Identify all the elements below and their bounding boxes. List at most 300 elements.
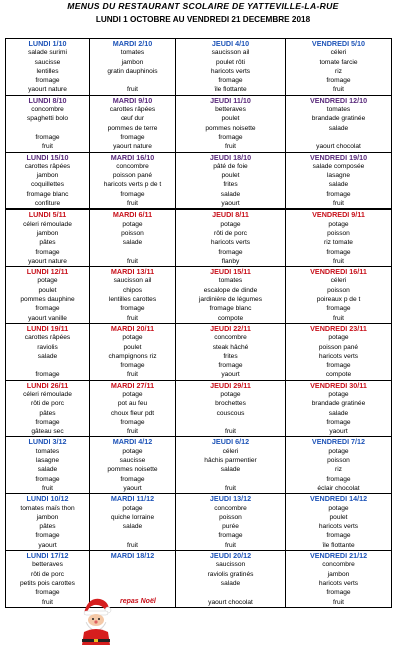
menu-item: coquillettes <box>6 180 90 189</box>
menu-item: haricots verts <box>176 238 286 247</box>
menu-item: carottes râpées <box>6 162 90 171</box>
menu-item: fromage blanc <box>176 304 286 313</box>
menu-item: yaourt chocolat <box>286 142 392 152</box>
menu-item: fromage <box>176 361 286 370</box>
menu-table <box>5 38 392 608</box>
menu-item: concombre <box>176 333 286 342</box>
menu-item: gâteau sec <box>6 427 90 437</box>
menu-item: hâchis parmentier <box>176 456 286 465</box>
day-header: MARDI 6/11 <box>90 209 176 219</box>
menu-item: choux fleur pdt <box>90 409 176 418</box>
menu-row <box>6 199 392 209</box>
menu-item: poulet rôti <box>176 58 286 67</box>
menu-row <box>6 579 392 588</box>
day-header: MARDI 11/12 <box>90 494 176 504</box>
menu-item: potage <box>176 220 286 229</box>
day-header: LUNDI 12/11 <box>6 267 90 277</box>
menu-row <box>6 105 392 114</box>
day-header: MARDI 16/10 <box>90 152 176 162</box>
week-header-row <box>6 152 392 162</box>
menu-item: haricots verts <box>176 67 286 76</box>
menu-item: fruit <box>6 484 90 494</box>
menu-item: yaourt nature <box>6 257 90 267</box>
menu-item: fruit <box>90 370 176 380</box>
menu-row <box>6 427 392 437</box>
menu-item: pommes dauphine <box>6 295 90 304</box>
menu-item: fromage <box>6 370 90 380</box>
menu-item: fromage <box>176 248 286 257</box>
day-header: JEUDI 22/11 <box>176 323 286 333</box>
menu-item: céleri <box>286 48 392 57</box>
menu-item: fromage <box>6 531 90 540</box>
menu-item: poulet <box>176 114 286 123</box>
menu-row <box>6 343 392 352</box>
menu-row <box>6 85 392 95</box>
menu-item: pommes noisette <box>90 465 176 474</box>
menu-item: île flottante <box>286 541 392 551</box>
menu-item: fromage <box>286 588 392 597</box>
menu-row <box>6 314 392 324</box>
menu-item: céleri rémoulade <box>6 390 90 399</box>
menu-item: île flottante <box>176 85 286 95</box>
menu-item: jambon <box>90 58 176 67</box>
menu-item: chipos <box>90 286 176 295</box>
menu-item: concombre <box>90 162 176 171</box>
menu-item: lasagne <box>6 456 90 465</box>
day-header: MARDI 2/10 <box>90 39 176 49</box>
menu-row <box>6 114 392 123</box>
menu-item: salade <box>6 465 90 474</box>
menu-item: brandade gratinée <box>286 114 392 123</box>
menu-row <box>6 456 392 465</box>
week-header-row <box>6 494 392 504</box>
menu-item: lasagne <box>286 171 392 180</box>
day-header: MARDI 9/10 <box>90 95 176 105</box>
day-header: JEUDI 11/10 <box>176 95 286 105</box>
menu-item: betteraves <box>176 105 286 114</box>
menu-row <box>6 361 392 370</box>
menu-item: riz <box>286 67 392 76</box>
menu-row <box>6 475 392 484</box>
menu-item: saucisson ail <box>90 276 176 285</box>
menu-row <box>6 48 392 57</box>
menu-item: saucisse <box>6 58 90 67</box>
menu-item: fromage <box>90 304 176 313</box>
christmas-meal-label: repas Noël <box>120 598 156 605</box>
menu-item: poulet <box>176 171 286 180</box>
menu-item: confiture <box>6 199 90 209</box>
day-header: VENDREDI 19/10 <box>286 152 392 162</box>
day-header: VENDREDI 14/12 <box>286 494 392 504</box>
day-header: JEUDI 15/11 <box>176 267 286 277</box>
menu-item: pâtes <box>6 238 90 247</box>
day-header: VENDREDI 23/11 <box>286 323 392 333</box>
menu-item: fruit <box>286 314 392 324</box>
menu-row <box>6 418 392 427</box>
menu-item: yaourt <box>176 370 286 380</box>
menu-item: raviolis gratinés <box>176 570 286 579</box>
menu-item: fromage <box>90 190 176 199</box>
day-header: JEUDI 18/10 <box>176 152 286 162</box>
menu-item: gratin dauphinois <box>90 67 176 76</box>
menu-item: saucisson <box>176 560 286 569</box>
menu-item: tomate farcie <box>286 58 392 67</box>
menu-item: champignons riz <box>90 352 176 361</box>
menu-item: raviolis <box>6 343 90 352</box>
day-header: LUNDI 3/12 <box>6 437 90 447</box>
menu-item: fruit <box>90 314 176 324</box>
menu-item: salade <box>286 409 392 418</box>
menu-item: potage <box>90 390 176 399</box>
menu-row <box>6 286 392 295</box>
menu-item: steak hâché <box>176 343 286 352</box>
menu-item: céleri rémoulade <box>6 220 90 229</box>
menu-item: fruit <box>6 598 90 608</box>
menu-item: pot au feu <box>90 399 176 408</box>
menu-item: pommes noisette <box>176 124 286 133</box>
menu-item: poulet <box>90 343 176 352</box>
menu-row <box>6 304 392 313</box>
menu-item: jambon <box>6 171 90 180</box>
menu-row <box>6 229 392 238</box>
menu-item: fromage <box>176 531 286 540</box>
menu-item <box>90 76 176 85</box>
menu-row <box>6 220 392 229</box>
week-header-row <box>6 209 392 219</box>
menu-item: jambon <box>286 570 392 579</box>
menu-item <box>286 133 392 142</box>
menu-item: fromage <box>176 133 286 142</box>
menu-row <box>6 295 392 304</box>
menu-item: salade <box>90 238 176 247</box>
menu-item <box>176 588 286 597</box>
menu-row <box>6 409 392 418</box>
menu-item: tomates <box>286 105 392 114</box>
menu-item: fromage <box>176 76 286 85</box>
menu-item: saucisson ail <box>176 48 286 57</box>
menu-item <box>90 531 176 540</box>
menu-item: fruit <box>90 541 176 551</box>
day-header: LUNDI 5/11 <box>6 209 90 219</box>
menu-item <box>176 418 286 427</box>
menu-item <box>90 560 176 569</box>
day-header: JEUDI 13/12 <box>176 494 286 504</box>
menu-row <box>6 370 392 380</box>
menu-row <box>6 484 392 494</box>
menu-item: frites <box>176 352 286 361</box>
day-header: LUNDI 10/12 <box>6 494 90 504</box>
week-header-row <box>6 39 392 49</box>
day-header: VENDREDI 12/10 <box>286 95 392 105</box>
menu-item: céleri <box>286 276 392 285</box>
menu-item: fruit <box>176 427 286 437</box>
menu-item: lentilles <box>6 67 90 76</box>
page-title: MENUS DU RESTAURANT SCOLAIRE DE YATTEVILLE-LA-RUE <box>67 1 339 11</box>
menu-item: céleri <box>176 447 286 456</box>
menu-item: fromage <box>6 588 90 597</box>
week-header-row <box>6 267 392 277</box>
menu-item: fromage blanc <box>6 190 90 199</box>
week-header-row <box>6 380 392 390</box>
menu-item: tomates <box>6 447 90 456</box>
menu-item: couscous <box>176 409 286 418</box>
day-header: JEUDI 6/12 <box>176 437 286 447</box>
menu-item: betteraves <box>6 560 90 569</box>
menu-row <box>6 238 392 247</box>
menu-item: petits pois carottes <box>6 579 90 588</box>
day-header: MARDI 27/11 <box>90 380 176 390</box>
menu-item: yaourt nature <box>90 142 176 152</box>
menu-row <box>6 352 392 361</box>
menu-row <box>6 504 392 513</box>
menu-item: saucisse <box>90 456 176 465</box>
menu-item: fruit <box>286 598 392 608</box>
menu-item: fromage <box>6 248 90 257</box>
menu-item: potage <box>286 390 392 399</box>
menu-item: carottes râpées <box>90 105 176 114</box>
menu-item: brochettes <box>176 399 286 408</box>
menu-item: potage <box>90 447 176 456</box>
day-header: VENDREDI 16/11 <box>286 267 392 277</box>
menu-item: fruit <box>176 541 286 551</box>
menu-row <box>6 133 392 142</box>
menu-row <box>6 248 392 257</box>
menu-item: potage <box>6 276 90 285</box>
menu-row <box>6 522 392 531</box>
menu-item: pâtes <box>6 409 90 418</box>
menu-row <box>6 399 392 408</box>
menu-item: fruit <box>176 142 286 152</box>
menu-item: brandade gratinée <box>286 399 392 408</box>
menu-row <box>6 142 392 152</box>
santa-claus-icon <box>78 595 114 645</box>
menu-item: yaourt chocolat <box>176 598 286 608</box>
day-header: JEUDI 20/12 <box>176 551 286 561</box>
menu-item: concombre <box>286 560 392 569</box>
menu-item: poisson <box>286 456 392 465</box>
menu-item: riz tomate <box>286 238 392 247</box>
menu-item: fromage <box>6 475 90 484</box>
day-header: VENDREDI 30/11 <box>286 380 392 390</box>
menu-item: fruit <box>90 257 176 267</box>
menu-item: riz <box>286 465 392 474</box>
menu-item: yaourt nature <box>6 85 90 95</box>
date-range-subtitle: LUNDI 1 OCTOBRE AU VENDREDI 21 DECEMBRE 2018 <box>95 15 311 24</box>
menu-item: salade composée <box>286 162 392 171</box>
menu-item: œuf dur <box>90 114 176 123</box>
menu-item: fromage <box>90 475 176 484</box>
menu-item <box>6 361 90 370</box>
day-header: LUNDI 19/11 <box>6 323 90 333</box>
menu-item: potage <box>286 504 392 513</box>
menu-item: fruit <box>90 199 176 209</box>
menu-item: carottes râpées <box>6 333 90 342</box>
menu-item: fruit <box>286 85 392 95</box>
menu-item: flanby <box>176 257 286 267</box>
menu-item: compote <box>286 370 392 380</box>
menu-item: salade <box>176 190 286 199</box>
day-header: JEUDI 8/11 <box>176 209 286 219</box>
menu-item: jambon <box>6 229 90 238</box>
menu-item: haricots verts p de t <box>90 180 176 189</box>
menu-row <box>6 190 392 199</box>
menu-item: tomates maïs thon <box>6 504 90 513</box>
menu-item: fromage <box>6 418 90 427</box>
menu-row <box>6 390 392 399</box>
menu-item: jambon <box>6 513 90 522</box>
menu-item: rôti de porc <box>6 399 90 408</box>
menu-row <box>6 465 392 474</box>
menu-item <box>176 475 286 484</box>
menu-row <box>6 333 392 342</box>
day-header: MARDI 4/12 <box>90 437 176 447</box>
menu-item: poulet <box>286 513 392 522</box>
menu-item: yaourt <box>286 427 392 437</box>
menu-item: compote <box>176 314 286 324</box>
menu-item: concombre <box>176 504 286 513</box>
menu-item: potage <box>286 220 392 229</box>
day-header: JEUDI 4/10 <box>176 39 286 49</box>
menu-item: poisson <box>90 229 176 238</box>
menu-row <box>6 67 392 76</box>
menu-item <box>90 248 176 257</box>
day-header: LUNDI 26/11 <box>6 380 90 390</box>
menu-item: salade <box>286 124 392 133</box>
menu-item: tomates <box>176 276 286 285</box>
menu-item: concombre <box>6 105 90 114</box>
menu-item: potage <box>176 390 286 399</box>
menu-item: fruit <box>176 484 286 494</box>
menu-item: lentilles carottes <box>90 295 176 304</box>
day-header: LUNDI 8/10 <box>6 95 90 105</box>
menu-item: escalope de dinde <box>176 286 286 295</box>
menu-item: potage <box>90 220 176 229</box>
menu-row <box>6 76 392 85</box>
menu-item: poisson <box>286 229 392 238</box>
menu-row <box>6 124 392 133</box>
menu-item: fromage <box>286 475 392 484</box>
menu-row <box>6 180 392 189</box>
menu-item: yaourt <box>90 484 176 494</box>
menu-row <box>6 541 392 551</box>
week-header-row <box>6 551 392 561</box>
menu-item: salade <box>6 352 90 361</box>
menu-row <box>6 598 392 608</box>
menu-item: quiche lorraine <box>90 513 176 522</box>
menu-item: fromage <box>6 304 90 313</box>
menu-item: rôti de porc <box>176 229 286 238</box>
day-header: VENDREDI 7/12 <box>286 437 392 447</box>
menu-item: fruit <box>90 427 176 437</box>
day-header: VENDREDI 21/12 <box>286 551 392 561</box>
day-header: MARDI 13/11 <box>90 267 176 277</box>
day-header: MARDI 20/11 <box>90 323 176 333</box>
week-header-row <box>6 323 392 333</box>
menu-item: potage <box>286 447 392 456</box>
day-header: MARDI 18/12 <box>90 551 176 561</box>
menu-item: yaourt <box>6 541 90 551</box>
menu-item: frites <box>176 180 286 189</box>
menu-item: fromage <box>286 418 392 427</box>
menu-row <box>6 162 392 171</box>
menu-item <box>90 579 176 588</box>
day-header: VENDREDI 9/11 <box>286 209 392 219</box>
menu-item: poulet <box>6 286 90 295</box>
menu-item: fromage <box>90 361 176 370</box>
menu-item: salade <box>286 180 392 189</box>
menu-item: rôti de porc <box>6 570 90 579</box>
menu-row <box>6 447 392 456</box>
menu-item: haricots verts <box>286 352 392 361</box>
menu-item: fruit <box>286 257 392 267</box>
menu-item: fromage <box>286 531 392 540</box>
menu-item: fromage <box>6 76 90 85</box>
menu-item: spaghetti bolo <box>6 114 90 123</box>
menu-item: poireaux p de t <box>286 295 392 304</box>
menu-row <box>6 560 392 569</box>
day-header: LUNDI 15/10 <box>6 152 90 162</box>
menu-item: haricots verts <box>286 579 392 588</box>
menu-item: tomates <box>90 48 176 57</box>
menu-item: éclair chocolat <box>286 484 392 494</box>
menu-item: potage <box>90 333 176 342</box>
menu-item: pommes de terre <box>90 124 176 133</box>
menu-item: salade <box>176 465 286 474</box>
menu-item: fromage <box>286 248 392 257</box>
menu-row <box>6 588 392 597</box>
menu-item: fromage <box>90 418 176 427</box>
menu-row <box>6 570 392 579</box>
menu-item: poisson pané <box>286 343 392 352</box>
menu-item: fruit <box>90 85 176 95</box>
day-header: JEUDI 29/11 <box>176 380 286 390</box>
menu-item: yaourt vanille <box>6 314 90 324</box>
menu-item: fruit <box>6 142 90 152</box>
menu-item: purée <box>176 522 286 531</box>
week-header-row <box>6 95 392 105</box>
menu-item: fromage <box>286 304 392 313</box>
menu-item <box>90 570 176 579</box>
menu-row <box>6 171 392 180</box>
menu-item: fromage <box>286 361 392 370</box>
week-header-row <box>6 437 392 447</box>
menu-row <box>6 276 392 285</box>
menu-item: fruit <box>286 199 392 209</box>
day-header: LUNDI 1/10 <box>6 39 90 49</box>
day-header: LUNDI 17/12 <box>6 551 90 561</box>
menu-item <box>6 124 90 133</box>
menu-item: jardinière de légumes <box>176 295 286 304</box>
menu-row <box>6 58 392 67</box>
menu-item: yaourt <box>176 199 286 209</box>
menu-item: poisson <box>176 513 286 522</box>
menu-item: potage <box>90 504 176 513</box>
menu-item: fromage <box>90 133 176 142</box>
menu-item: poisson <box>286 286 392 295</box>
menu-row <box>6 531 392 540</box>
day-header: VENDREDI 5/10 <box>286 39 392 49</box>
menu-item: poisson pané <box>90 171 176 180</box>
menu-row <box>6 513 392 522</box>
menu-item: fromage <box>6 133 90 142</box>
menu-item: salade <box>176 579 286 588</box>
menu-item: fromage <box>286 76 392 85</box>
menu-item: pâté de foie <box>176 162 286 171</box>
menu-item: salade <box>90 522 176 531</box>
menu-item: pâtes <box>6 522 90 531</box>
menu-item: potage <box>286 333 392 342</box>
menu-item: fromage <box>286 190 392 199</box>
